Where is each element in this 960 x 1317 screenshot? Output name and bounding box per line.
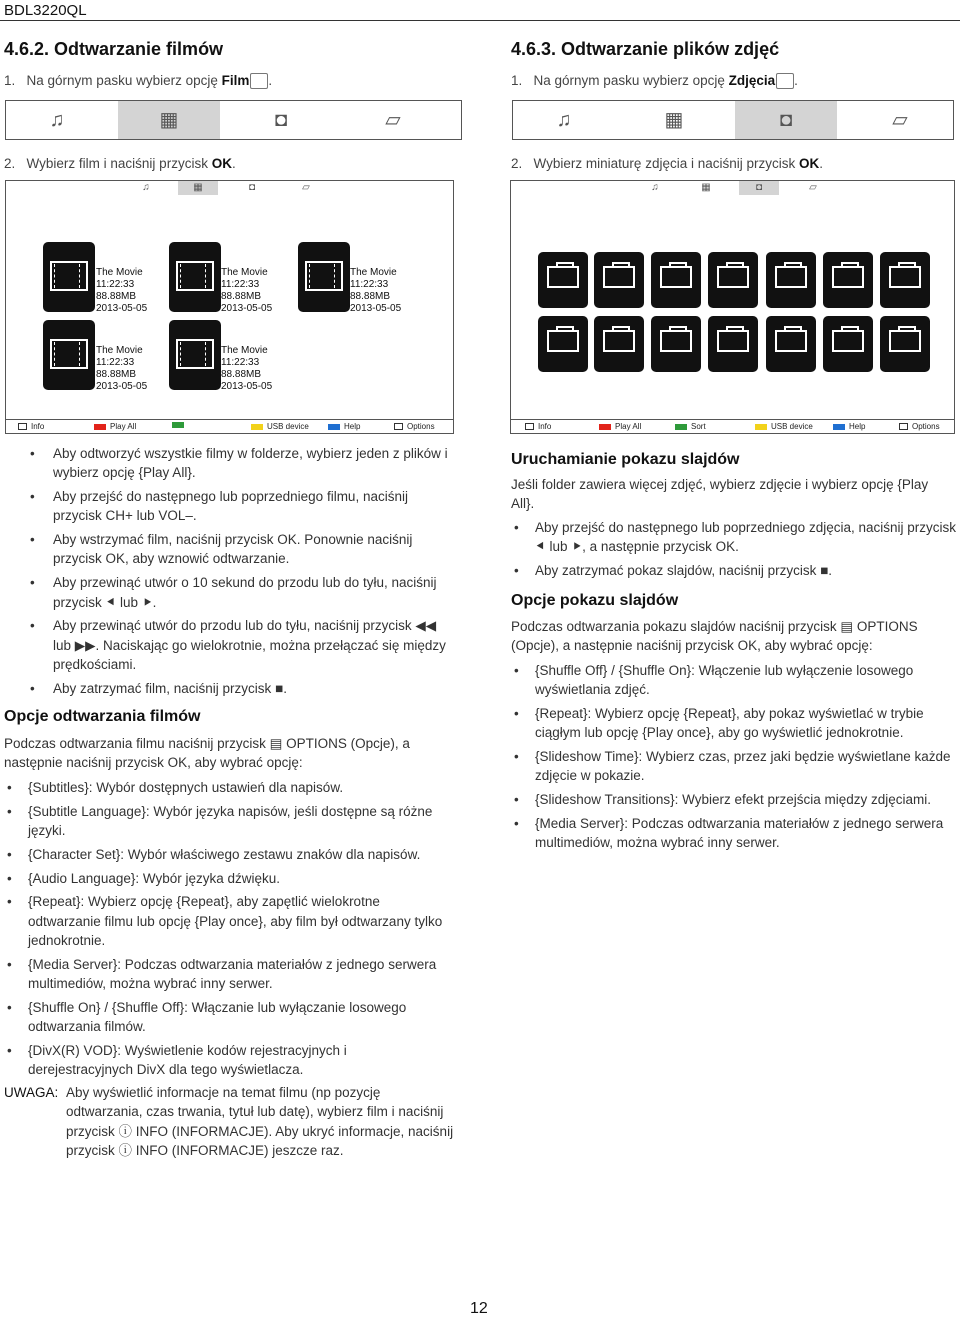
photo-thumbnail[interactable] [823,252,873,308]
list-item: • {Media Server}: Podczas odtwarzania materiałów z jednego serwera multimediów, można wybrać inny serwer. [4,955,454,994]
slideshow-options-intro: Podczas odtwarzania pokazu slajdów naciśnij przycisk ▤ OPTIONS (Opcje), a następnie naciśnij przycisk OK, aby wybrać opcję: [511,619,918,654]
legend-options[interactable] [899,422,940,431]
list-item: • {Slideshow Time}: Wybierz czas, przez jaki będzie wyświetlane każde zdjęcie w pokazie. [511,747,956,786]
folder-icon[interactable]: ▱ [809,182,817,193]
camera-icon [660,330,692,352]
movie-thumbnail[interactable] [298,242,350,312]
camera-icon [547,266,579,288]
list-item: • {Character Set}: Wybór właściwego zestawu znaków dla napisów. [4,845,454,864]
green-key [172,422,184,428]
movie-controls-list [27,444,457,703]
film-icon [250,73,268,89]
movie-browser-screen [5,180,454,434]
list-item: • Aby przejść do następnego lub poprzedniego zdjęcia, naciśnij przycisk ⯇ lub ⯈, a następnie przycisk OK. [511,518,956,557]
list-item: • Aby odtworzyć wszystkie filmy w folderze, wybierz jeden z plików i wybierz opcję {Play All}. [27,444,457,483]
legend-help[interactable] [833,422,865,431]
music-icon[interactable]: ♫ [556,109,572,131]
step-end: . [231,156,236,171]
legend-usb-device[interactable] [251,422,309,431]
note-text: Aby wyświetlić informacje na temat filmu (np pozycję odtwarzania, czas trwania, tytuł lub datę), wybierz film i naciśnij przycisk ⓘ INFO (INFORMACJE). Aby ukryć informacje, naciśnij przycisk ⓘ INFO (INFORMACJE) jeszcze raz. [66,1085,454,1158]
movie-info: The Movie 11:22:33 88.88MB 2013-05-05 [96,267,148,314]
camera-icon [717,266,749,288]
legend-info[interactable] [18,422,44,431]
camera-icon [547,330,579,352]
slideshow-options-list [511,661,956,857]
legend-label: Help [849,422,866,431]
slideshow-intro: Jeśli folder zawiera więcej zdjęć, wybierz zdjęcie i wybierz opcję {Play All}. [511,477,929,512]
photo-thumbnail[interactable] [766,316,816,372]
music-icon[interactable]: ♫ [49,109,65,131]
legend-label: Play All [615,422,642,431]
legend-label: Options [407,422,435,431]
camera-icon [775,330,807,352]
list-item: • {Media Server}: Podczas odtwarzania materiałów z jednego serwera multimediów, można wybrać inny serwer. [511,814,956,853]
list-item: • Aby zatrzymać pokaz slajdów, naciśnij przycisk ■. [511,561,956,580]
film-icon[interactable]: ▦ [701,182,711,193]
step-2-photos [511,156,823,171]
camera-icon [889,266,921,288]
legend-help[interactable] [328,422,360,431]
movie-info: The Movie 11:22:33 88.88MB 2013-05-05 [221,267,273,314]
top-menu-bar-photos [512,100,954,140]
photo-thumbnail[interactable] [880,252,930,308]
photo-thumbnail[interactable] [538,252,588,308]
step-2-movies [4,156,236,171]
legend-label: Info [538,422,552,431]
camera-icon[interactable]: ◘ [248,182,256,193]
red-key [599,424,611,430]
list-item: • Aby przewinąć utwór o 10 sekund do przodu lub do tyłu, naciśnij przycisk ⯇ lub ⯈. [27,573,457,612]
step-number: 1. [4,73,16,88]
photo-thumbnail[interactable] [823,316,873,372]
list-item: • Aby przewinąć utwór do przodu lub do tyłu, naciśnij przycisk ◀◀ lub ▶▶. Naciskając go wielokrotnie, można przełączać się między prędkościami. [27,616,457,674]
camera-icon [832,266,864,288]
legend-label: Play All [110,422,137,431]
folder-icon[interactable]: ▱ [385,109,401,131]
camera-icon [775,266,807,288]
step-number: 1. [511,73,523,88]
yellow-key [251,424,263,430]
camera-icon [776,73,794,89]
legend-label: Sort [691,422,706,431]
mini-menu-bar [6,181,453,195]
legend-green[interactable] [172,422,188,428]
legend-play-all[interactable] [94,422,136,431]
photo-thumbnail[interactable] [651,252,701,308]
film-icon[interactable]: ▦ [178,181,218,195]
legend-label: Help [344,422,361,431]
slideshow-heading: Uruchamianie pokazu slajdów [511,451,740,468]
step-text: Wybierz miniaturę zdjęcia i naciśnij przycisk [533,156,796,171]
movie-options-list [4,778,454,1084]
camera-icon [717,330,749,352]
photo-thumbnail[interactable] [594,316,644,372]
legend-bar [6,419,453,433]
step-text: Na górnym pasku wybierz opcję [533,73,725,88]
page-number: 12 [470,1300,488,1317]
model-name: BDL3220QL [4,2,87,19]
list-item: • {Repeat}: Wybierz opcję {Repeat}, aby pokaz wyświetlać w trybie ciągłym lub opcję {Play once}, aby go wyświetlić jednokrotnie. [511,704,956,743]
camera-icon[interactable]: ◘ [735,101,837,139]
blue-key [328,424,340,430]
top-menu-bar-movies [5,100,462,140]
ok-label: OK [799,156,820,171]
step-1-movies: 1. Na górnym pasku wybierz opcję Film . [4,73,273,88]
step-target: Film [221,73,250,88]
movie-info: The Movie 11:22:33 88.88MB 2013-05-05 [221,345,273,392]
list-item: • {Subtitles}: Wybór dostępnych ustawień dla napisów. [4,778,454,797]
photo-thumbnail[interactable] [766,252,816,308]
legend-sort[interactable] [675,422,706,431]
legend-play-all[interactable] [599,422,641,431]
info-icon [525,423,534,430]
camera-icon [832,330,864,352]
step-end: . [819,156,824,171]
legend-label: USB device [267,422,309,431]
list-item: • Aby wstrzymać film, naciśnij przycisk OK. Ponownie naciśnij przycisk OK, aby wznowić odtwarzanie. [27,530,457,569]
list-item: • {Slideshow Transitions}: Wybierz efekt przejścia między zdjęciami. [511,790,956,809]
legend-label: USB device [771,422,813,431]
blue-key [833,424,845,430]
photo-thumbnail[interactable] [708,316,758,372]
legend-bar [511,419,954,433]
step-target: Zdjęcia [728,73,776,88]
movie-thumbnail[interactable] [43,242,95,312]
photo-thumbnail[interactable] [880,316,930,372]
list-item: • {Audio Language}: Wybór języka dźwięku. [4,869,454,888]
camera-icon[interactable]: ◘ [739,181,779,195]
movie-options-intro: Podczas odtwarzania filmu naciśnij przycisk ▤ OPTIONS (Opcje), a następnie naciśnij przycisk OK, aby wybrać opcję: [4,736,410,771]
film-icon[interactable]: ▦ [664,109,684,131]
folder-icon[interactable]: ▱ [892,109,908,131]
camera-icon [889,330,921,352]
list-item: • {Shuffle On} / {Shuffle Off}: Włączanie lub wyłączanie losowego odtwarzania filmów. [4,998,454,1037]
camera-icon [603,266,635,288]
list-item: • Aby przejść do następnego lub poprzedniego filmu, naciśnij przycisk CH+ lub VOL–. [27,487,457,526]
yellow-key [755,424,767,430]
green-key [675,424,687,430]
list-item: • {Repeat}: Wybierz opcję {Repeat}, aby zapętlić wielokrotne odtwarzanie filmu lub opcję {Play once}, aby film był odtwarzany tylko jednokrotnie. [4,892,454,950]
step-text: Na górnym pasku wybierz opcję [26,73,218,88]
list-item: • {DivX(R) VOD}: Wyświetlenie kodów rejestracyjnych i derejestracyjnych DivX dla tego wyświetlacza. [4,1041,454,1080]
film-icon[interactable]: ▦ [118,101,220,139]
step-number: 2. [4,156,16,171]
list-item: • {Shuffle Off} / {Shuffle On}: Włączenie lub wyłączenie losowego wyświetlania zdjęć. [511,661,956,700]
legend-label: Options [912,422,940,431]
options-icon [899,423,908,430]
options-icon [394,423,403,430]
music-icon[interactable]: ♫ [142,182,150,193]
mini-menu-bar [511,181,954,195]
note-label: UWAGA: [4,1085,59,1100]
photo-thumbnail[interactable] [651,316,701,372]
step-number: 2. [511,156,523,171]
red-key [94,424,106,430]
legend-usb-device[interactable] [755,422,813,431]
camera-icon[interactable]: ◘ [274,109,288,131]
movie-info: The Movie 11:22:33 88.88MB 2013-05-05 [350,267,402,314]
movie-options-heading: Opcje odtwarzania filmów [4,708,201,725]
music-icon[interactable]: ♫ [651,182,659,193]
list-item: • Aby zatrzymać film, naciśnij przycisk ■. [27,679,457,698]
list-item: • {Subtitle Language}: Wybór języka napisów, jeśli dostępne są różne języki. [4,802,454,841]
photo-browser-screen [510,180,955,434]
photo-thumbnail[interactable] [538,316,588,372]
slideshow-controls-list [511,518,956,585]
movie-thumbnail[interactable] [169,242,221,312]
photo-thumbnail[interactable] [594,252,644,308]
step-1-photos: 1. Na górnym pasku wybierz opcję Zdjęcia . [511,73,798,88]
movie-thumbnail[interactable] [43,320,95,390]
info-icon [18,423,27,430]
legend-info[interactable] [525,422,551,431]
camera-icon [603,330,635,352]
step-text: Wybierz film i naciśnij przycisk [26,156,208,171]
movie-info: The Movie 11:22:33 88.88MB 2013-05-05 [96,345,148,392]
legend-label: Info [31,422,45,431]
note-block [4,1083,460,1160]
ok-label: OK [211,156,232,171]
slideshow-options-heading: Opcje pokazu slajdów [511,592,679,609]
folder-icon[interactable]: ▱ [302,182,310,193]
section-heading-movies: 4.6.2. Odtwarzanie filmów [4,39,224,59]
photo-thumbnail[interactable] [708,252,758,308]
legend-options[interactable] [394,422,435,431]
header-rule [0,20,960,21]
camera-icon [660,266,692,288]
section-heading-photos: 4.6.3. Odtwarzanie plików zdjęć [511,39,780,59]
movie-thumbnail[interactable] [169,320,221,390]
